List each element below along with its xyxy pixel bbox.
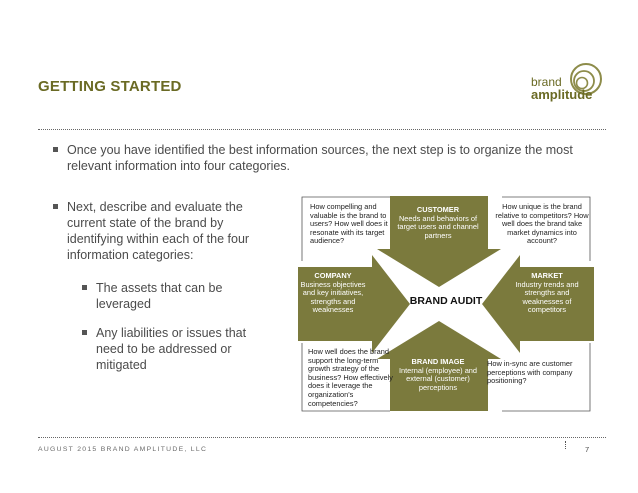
footer-text: AUGUST 2015 BRAND AMPLITUDE, LLC — [38, 446, 208, 453]
bullet-text: Next, describe and evaluate the current state of the brand by identifying within each of the four information categories: — [67, 200, 250, 262]
sub-bullet-text: The assets that can be leveraged — [96, 281, 223, 311]
brand-audit-diagram — [298, 193, 594, 415]
company-arrow-label — [300, 272, 366, 315]
logo-word-amplitude: amplitude — [531, 87, 593, 102]
customer-text: Needs and behaviors of target users and channel partners — [397, 213, 479, 240]
bullet-text: Once you have identified the best information sources, the next step is to organize the most relevant information into four categories. — [67, 143, 573, 173]
brand-image-title: BRAND IMAGE — [411, 357, 465, 366]
bullet-square-icon — [82, 330, 87, 335]
customer-arrow-label — [389, 206, 487, 240]
company-text: Business objectives and key initiatives, strengths and weaknesses — [300, 279, 366, 315]
brand-amplitude-logo — [531, 62, 601, 104]
question-top-left: How compelling and valuable is the brand to users? How well does it resonate with its target audience? — [310, 202, 388, 246]
logo-word-brand: brand — [531, 75, 562, 89]
footer-divider — [38, 437, 606, 438]
bullet-square-icon — [53, 147, 58, 152]
question-top-right: How unique is the brand relative to competitors? How well does the brand take market dynamics into account? — [495, 202, 589, 246]
question-bottom-left: How well does the brand support the long-term growth strategy of the business? How effectively does it leverage the organization's competencies? — [308, 347, 393, 408]
sub-bullet-assets — [96, 280, 271, 312]
header-divider — [38, 129, 606, 130]
market-arrow-label — [506, 272, 588, 315]
market-title: MARKET — [531, 271, 563, 280]
page-number: 7 — [585, 445, 590, 454]
page-marker — [565, 441, 567, 449]
bullet-organize — [67, 142, 597, 174]
bullet-square-icon — [82, 285, 87, 290]
bullet-square-icon — [53, 204, 58, 209]
sub-bullet-liabilities — [96, 325, 271, 373]
slide-title: GETTING STARTED — [38, 78, 182, 95]
market-text: Industry trends and strengths and weaknesses of competitors — [515, 279, 579, 315]
bullet-evaluate — [67, 199, 272, 263]
question-bottom-right: How in-sync are customer perceptions with company positioning? — [487, 359, 573, 386]
company-title: COMPANY — [314, 271, 352, 280]
brand-image-text: Internal (employee) and external (customer) perceptions — [398, 365, 478, 392]
sub-bullet-text: Any liabilities or issues that need to be addressed or mitigated — [96, 326, 247, 372]
brand-image-arrow-label — [389, 358, 487, 392]
customer-title: CUSTOMER — [416, 205, 460, 214]
brand-audit-label: BRAND AUDIT — [409, 295, 483, 307]
